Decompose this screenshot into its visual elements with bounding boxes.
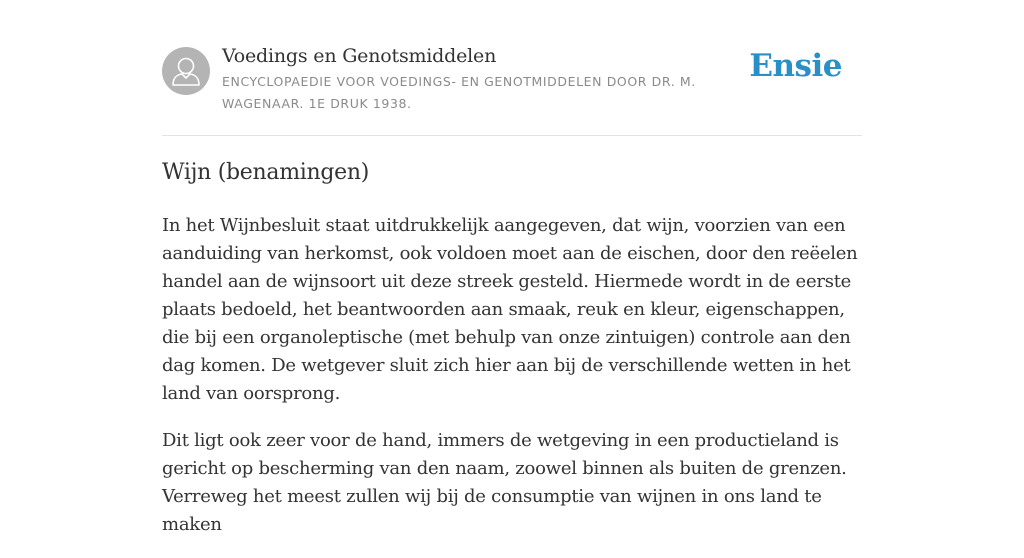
source-header — [162, 0, 862, 136]
article-paragraph: In het Wijnbesluit staat uitdrukkelijk aangegeven, dat wijn, voorzien van een aanduiding van herkomst, ook voldoen moet aan de eischen, door den reëelen handel aan de wijnsoort uit deze streek gesteld. Hiermede wordt in de eerste plaats bedoeld, het beantwoorden aan smaak, reuk en kleur, eigenschappen, die bij een organoleptische (met behulp van onze zintuigen) controle aan den dag komen. De wetgever sluit zich hier aan bij de verschillende wetten in het land van oorsprong. — [162, 215, 858, 404]
avatar-person-icon — [162, 47, 210, 95]
source-title[interactable]: Voedings en Genotsmiddelen — [222, 45, 497, 67]
page-container — [162, 0, 862, 535]
source-subtitle: ENCYCLOPAEDIE VOOR VOEDINGS- EN GENOTMIDDELEN DOOR DR. M. WAGENAAR. 1E DRUK 1938. — [222, 74, 696, 111]
article-title: Wijn (benamingen) — [162, 160, 370, 185]
article-body — [162, 212, 866, 558]
article-paragraph: Dit ligt ook zeer voor de hand, immers de wetgeving in een productieland is gericht op bescherming van den naam, zoowel binnen als buiten de grenzen. Verreweg het meest zullen wij bij de consumptie van wijnen in ons land te maken — [162, 430, 847, 535]
user-avatar-icon[interactable] — [162, 47, 210, 95]
ensie-logo[interactable]: Ensie — [749, 48, 842, 84]
